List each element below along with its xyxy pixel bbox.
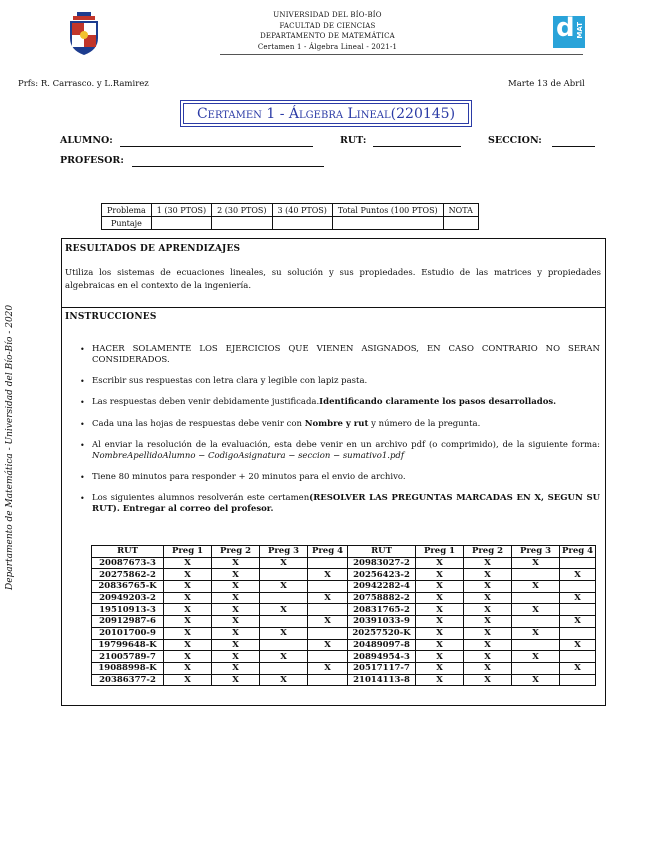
question-mark-cell — [308, 627, 348, 639]
question-mark-cell: X — [512, 604, 560, 616]
question-mark-cell — [308, 581, 348, 593]
question-mark-cell: X — [464, 557, 512, 569]
question-mark-cell: X — [212, 651, 260, 663]
table-row — [92, 674, 596, 686]
question-mark-cell: X — [164, 662, 212, 674]
rut-cell: 20087673-3 — [92, 557, 164, 569]
rut-cell: 20489097-8 — [348, 639, 416, 651]
question-mark-cell: X — [464, 581, 512, 593]
alumno-field[interactable] — [120, 146, 313, 147]
question-mark-cell: X — [308, 639, 348, 651]
question-mark-cell: X — [308, 592, 348, 604]
score-cell[interactable] — [151, 217, 211, 230]
content-frame — [61, 238, 606, 706]
question-mark-cell — [560, 627, 596, 639]
question-mark-cell: X — [416, 569, 464, 581]
question-mark-cell: X — [560, 616, 596, 628]
seccion-label: SECCION: — [488, 135, 542, 146]
question-mark-cell: X — [260, 674, 308, 686]
question-mark-cell: X — [164, 569, 212, 581]
instruction-text: Las respuestas deben venir debidamente justificada. — [92, 397, 320, 408]
rut-cell: 20257520-K — [348, 627, 416, 639]
question-mark-cell: X — [212, 557, 260, 569]
question-header: Preg 4 — [560, 546, 596, 558]
question-mark-cell: X — [212, 569, 260, 581]
rut-header: RUT — [348, 546, 416, 558]
question-mark-cell: X — [464, 639, 512, 651]
instruction-item — [80, 376, 600, 387]
rut-cell: 20391033-9 — [348, 616, 416, 628]
table-row — [92, 651, 596, 663]
question-mark-cell: X — [308, 616, 348, 628]
rut-cell: 20758882-2 — [348, 592, 416, 604]
rut-label: RUT: — [340, 135, 367, 146]
rut-assignment-table — [91, 545, 596, 686]
question-mark-cell: X — [512, 674, 560, 686]
question-mark-cell — [260, 592, 308, 604]
score-table — [101, 203, 479, 230]
question-mark-cell: X — [164, 674, 212, 686]
question-header: Preg 2 — [212, 546, 260, 558]
question-mark-cell: X — [416, 674, 464, 686]
question-mark-cell: X — [260, 581, 308, 593]
rut-cell: 20949203-2 — [92, 592, 164, 604]
learning-title: RESULTADOS DE APRENDIZAJES — [65, 244, 241, 254]
score-cell[interactable] — [332, 217, 443, 230]
question-mark-cell: X — [164, 651, 212, 663]
question-mark-cell: X — [560, 639, 596, 651]
instruction-item — [80, 472, 600, 483]
question-mark-cell: X — [416, 651, 464, 663]
question-mark-cell: X — [212, 592, 260, 604]
rut-header-row — [92, 546, 596, 558]
rut-cell: 20256423-2 — [348, 569, 416, 581]
sidebar-caption: Departamento de Matemática - Universidad del Bío-Bío - 2020 — [5, 304, 15, 590]
question-mark-cell: X — [212, 639, 260, 651]
instruction-item — [80, 419, 600, 430]
table-row — [92, 616, 596, 628]
rut-cell: 20275862-2 — [92, 569, 164, 581]
instruction-text: HACER SOLAMENTE LOS EJERCICIOS QUE VIENEN ASIGNADOS, EN CASO CONTRARIO NO SERAN CONSIDERADOS. — [92, 344, 600, 365]
question-mark-cell: X — [164, 616, 212, 628]
question-mark-cell — [308, 604, 348, 616]
question-mark-cell — [512, 592, 560, 604]
table-row — [92, 662, 596, 674]
question-mark-cell: X — [212, 627, 260, 639]
question-mark-cell — [512, 616, 560, 628]
score-header-cell: 3 (40 PTOS) — [272, 204, 332, 217]
question-header: Preg 1 — [416, 546, 464, 558]
question-mark-cell: X — [416, 639, 464, 651]
rut-cell: 20836765-K — [92, 581, 164, 593]
score-header-cell: NOTA — [443, 204, 478, 217]
score-values-row — [102, 217, 479, 230]
question-header: Preg 3 — [260, 546, 308, 558]
seccion-field[interactable] — [552, 146, 595, 147]
alumno-label: ALUMNO: — [60, 135, 113, 146]
question-mark-cell — [512, 569, 560, 581]
table-row — [92, 569, 596, 581]
question-mark-cell — [308, 651, 348, 663]
rut-cell: 20912987-6 — [92, 616, 164, 628]
filename-format: NombreApellidoAlumno − CodigoAsignatura − seccion − sumativo1.pdf — [92, 450, 404, 461]
exam-title: Certamen 1 - Álgebra Lineal(220145) — [183, 103, 469, 124]
table-row — [92, 557, 596, 569]
university-name: UNIVERSIDAD DEL BÍO-BÍO — [273, 11, 382, 19]
question-mark-cell: X — [416, 581, 464, 593]
department-logo-icon — [553, 13, 585, 48]
question-mark-cell: X — [212, 581, 260, 593]
question-header: Preg 2 — [464, 546, 512, 558]
instruction-text: y número de la pregunta. — [368, 418, 481, 429]
question-mark-cell: X — [164, 581, 212, 593]
question-mark-cell: X — [560, 592, 596, 604]
question-header: Preg 3 — [512, 546, 560, 558]
rut-table-body — [92, 557, 596, 686]
question-mark-cell: X — [260, 651, 308, 663]
professors-line: Prfs: R. Carrasco. y L.Ramirez — [18, 79, 149, 89]
question-mark-cell — [260, 662, 308, 674]
question-mark-cell: X — [512, 627, 560, 639]
instruction-item — [80, 344, 600, 366]
header-divider — [220, 54, 583, 55]
question-mark-cell: X — [464, 592, 512, 604]
rut-cell: 19088998-K — [92, 662, 164, 674]
profesor-field[interactable] — [132, 166, 324, 167]
rut-cell: 20942282-4 — [348, 581, 416, 593]
question-mark-cell — [260, 569, 308, 581]
question-mark-cell: X — [416, 557, 464, 569]
question-mark-cell: X — [164, 604, 212, 616]
rut-cell: 21014113-8 — [348, 674, 416, 686]
rut-cell: 19510913-3 — [92, 604, 164, 616]
instruction-item — [80, 440, 600, 462]
question-mark-cell: X — [560, 662, 596, 674]
question-mark-cell: X — [416, 604, 464, 616]
question-mark-cell: X — [416, 627, 464, 639]
question-mark-cell: X — [464, 616, 512, 628]
rut-field[interactable] — [373, 146, 461, 147]
score-header-cell: 2 (30 PTOS) — [212, 204, 272, 217]
question-mark-cell: X — [212, 662, 260, 674]
question-mark-cell — [560, 651, 596, 663]
rut-cell: 20894954-3 — [348, 651, 416, 663]
course-line: Certamen 1 - Álgebra Lineal - 2021-1 — [257, 42, 398, 51]
institution-header — [200, 10, 455, 52]
rut-cell: 20831765-2 — [348, 604, 416, 616]
question-mark-cell — [512, 662, 560, 674]
table-row — [92, 604, 596, 616]
rut-cell: 19799648-K — [92, 639, 164, 651]
rut-cell: 20101700-9 — [92, 627, 164, 639]
question-mark-cell: X — [164, 557, 212, 569]
question-mark-cell: X — [164, 627, 212, 639]
score-header-cell: Total Puntos (100 PTOS) — [332, 204, 443, 217]
section-divider — [62, 307, 605, 308]
question-mark-cell — [260, 616, 308, 628]
score-row-label: Puntaje — [102, 217, 152, 230]
question-mark-cell: X — [464, 651, 512, 663]
question-mark-cell: X — [260, 604, 308, 616]
question-mark-cell: X — [464, 627, 512, 639]
instruction-item — [80, 493, 600, 515]
department-name: DEPARTAMENTO DE MATEMÁTICA — [260, 32, 395, 40]
instruction-text: Los siguientes alumnos resolverán este certamen — [92, 493, 310, 504]
logo-letter: d — [556, 13, 575, 43]
instruction-emphasis: Identificando claramente los pasos desarrollados. — [319, 397, 557, 408]
question-mark-cell: X — [164, 639, 212, 651]
question-mark-cell — [560, 581, 596, 593]
question-header: Preg 1 — [164, 546, 212, 558]
question-mark-cell: X — [416, 662, 464, 674]
question-mark-cell — [560, 674, 596, 686]
question-mark-cell: X — [416, 592, 464, 604]
instruction-text: Cada una las hojas de respuestas debe venir con — [92, 418, 305, 429]
question-mark-cell: X — [308, 569, 348, 581]
table-row — [92, 581, 596, 593]
university-crest-icon — [67, 12, 101, 56]
table-row — [92, 627, 596, 639]
rut-cell: 20983027-2 — [348, 557, 416, 569]
score-cell[interactable] — [443, 217, 478, 230]
question-mark-cell: X — [416, 616, 464, 628]
instructions-title: INSTRUCCIONES — [65, 312, 157, 322]
question-mark-cell: X — [464, 662, 512, 674]
question-mark-cell: X — [464, 674, 512, 686]
score-cell[interactable] — [272, 217, 332, 230]
question-mark-cell — [260, 639, 308, 651]
question-mark-cell: X — [260, 557, 308, 569]
instruction-item — [80, 397, 600, 408]
question-mark-cell: X — [512, 557, 560, 569]
instruction-emphasis: Nombre y rut — [304, 418, 369, 429]
instructions-list — [80, 344, 600, 525]
table-row — [92, 592, 596, 604]
learning-text: Utiliza los sistemas de ecuaciones lineales, su solución y sus propiedades. Estudio de las matrices y propiedades algebraicas en el contexto de la ingeniería. — [65, 268, 601, 291]
question-mark-cell: X — [212, 674, 260, 686]
exam-date: Marte 13 de Abril — [508, 79, 585, 89]
score-header-row — [102, 204, 479, 217]
instruction-text: Tiene 80 minutos para responder + 20 minutos para el envio de archivo. — [92, 471, 406, 482]
question-mark-cell — [308, 557, 348, 569]
question-mark-cell: X — [308, 662, 348, 674]
question-mark-cell: X — [512, 651, 560, 663]
instruction-text: Al enviar la resolución de la evaluación, esta debe venir en un archivo pdf (o comprimido), de la siguiente forma: — [92, 439, 600, 450]
logo-text: MAT — [576, 22, 584, 39]
faculty-name: FACULTAD DE CIENCIAS — [279, 21, 376, 30]
rut-cell: 20517117-7 — [348, 662, 416, 674]
rut-header: RUT — [92, 546, 164, 558]
score-header-cell: 1 (30 PTOS) — [151, 204, 211, 217]
rut-cell: 21005789-7 — [92, 651, 164, 663]
question-mark-cell: X — [164, 592, 212, 604]
question-mark-cell: X — [464, 569, 512, 581]
table-row — [92, 639, 596, 651]
rut-cell: 20386377-2 — [92, 674, 164, 686]
question-mark-cell: X — [512, 581, 560, 593]
question-mark-cell: X — [212, 616, 260, 628]
profesor-label: PROFESOR: — [60, 155, 124, 166]
question-mark-cell — [560, 557, 596, 569]
question-header: Preg 4 — [308, 546, 348, 558]
question-mark-cell — [512, 639, 560, 651]
question-mark-cell: X — [212, 604, 260, 616]
question-mark-cell: X — [260, 627, 308, 639]
instruction-emphasis: (RESOLVER LAS PREGUNTAS MARCADAS EN X, SEGUN SU RUT). Entregar al correo del profesor. — [92, 493, 600, 515]
score-header-cell: Problema — [102, 204, 152, 217]
exam-title-box — [180, 100, 472, 127]
question-mark-cell — [560, 604, 596, 616]
instruction-text: Escribir sus respuestas con letra clara y legible con lapiz pasta. — [92, 376, 368, 387]
question-mark-cell: X — [560, 569, 596, 581]
question-mark-cell: X — [464, 604, 512, 616]
question-mark-cell — [308, 674, 348, 686]
score-cell[interactable] — [212, 217, 272, 230]
